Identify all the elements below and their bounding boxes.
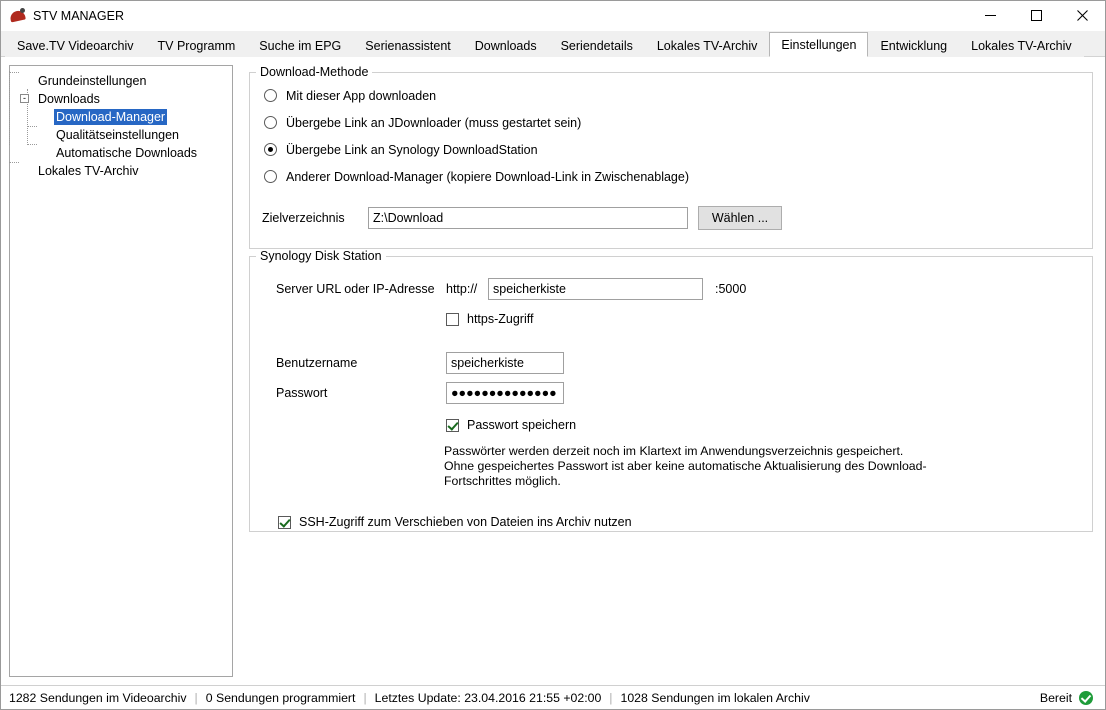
status-ok-icon <box>1079 691 1093 705</box>
username-row <box>276 352 1092 374</box>
title-bar <box>1 1 1105 31</box>
target-directory-input[interactable]: Z:\Download <box>368 207 688 229</box>
browse-button[interactable]: Wählen ... <box>698 206 782 230</box>
tab-lokales-tv-archiv[interactable]: Lokales TV-Archiv <box>645 34 770 57</box>
status-separator: | <box>363 690 367 705</box>
tab-lokales-tv-archiv-2[interactable]: Lokales TV-Archiv <box>959 34 1084 57</box>
checkbox-icon[interactable] <box>446 313 459 326</box>
tree-item-qualitaetseinstellungen[interactable] <box>16 126 228 144</box>
radio-row-app-download[interactable] <box>264 85 1092 106</box>
radio-row-synology[interactable] <box>264 139 1092 160</box>
tab-downloads[interactable]: Downloads <box>463 34 549 57</box>
status-ready-label: Bereit <box>1039 690 1072 705</box>
target-directory-row <box>262 206 1092 230</box>
radio-row-other-manager[interactable] <box>264 166 1092 187</box>
settings-pane <box>233 57 1105 685</box>
checkbox-icon-checked[interactable] <box>278 516 291 529</box>
download-method-group <box>249 65 1093 249</box>
maximize-button[interactable] <box>1013 1 1059 31</box>
radio-icon-selected[interactable] <box>264 143 277 156</box>
target-directory-label: Zielverzeichnis <box>262 211 345 225</box>
port-label: :5000 <box>715 282 747 296</box>
content-area <box>1 57 1105 685</box>
server-url-label: Server URL oder IP-Adresse <box>276 282 435 296</box>
radio-label: Übergebe Link an Synology DownloadStation <box>286 142 538 157</box>
status-separator: | <box>609 690 613 705</box>
tab-seriendetails[interactable]: Seriendetails <box>549 34 645 57</box>
tree-item-label: Grundeinstellungen <box>38 74 147 88</box>
tab-suche-im-epg[interactable]: Suche im EPG <box>247 34 353 57</box>
password-hint-line-1: Passwörter werden derzeit noch im Klartext im Anwendungsverzeichnis gespeichert. <box>444 444 904 458</box>
tab-tv-programm[interactable]: TV Programm <box>146 34 248 57</box>
window-controls <box>967 1 1105 31</box>
tree-item-downloads[interactable] <box>16 90 228 108</box>
https-access-row[interactable] <box>446 309 1092 329</box>
password-row <box>276 382 1092 404</box>
save-password-row[interactable] <box>446 415 1092 435</box>
status-bar <box>1 685 1105 709</box>
radio-row-jdownloader[interactable] <box>264 112 1092 133</box>
radio-label: Übergebe Link an JDownloader (muss gestartet sein) <box>286 115 582 130</box>
radio-label: Mit dieser App downloaden <box>286 88 437 103</box>
synology-legend: Synology Disk Station <box>260 249 382 263</box>
tab-einstellungen[interactable]: Einstellungen <box>769 32 868 57</box>
collapse-expander-icon[interactable]: - <box>20 94 29 103</box>
username-input[interactable]: speicherkiste <box>446 352 564 374</box>
main-tab-strip <box>1 31 1105 57</box>
status-last-update: Letztes Update: 23.04.2016 21:55 +02:00 <box>374 690 602 705</box>
save-password-label: Passwort speichern <box>467 418 577 432</box>
ssh-access-row[interactable] <box>278 512 1092 532</box>
radio-icon[interactable] <box>264 89 277 102</box>
tree-item-automatische-downloads[interactable] <box>16 144 228 162</box>
radio-icon[interactable] <box>264 116 277 129</box>
status-separator: | <box>194 690 198 705</box>
username-label: Benutzername <box>276 356 358 370</box>
scheme-label: http:// <box>446 282 478 296</box>
server-url-input[interactable]: speicherkiste <box>488 278 703 300</box>
https-access-label: https-Zugriff <box>467 312 534 326</box>
tab-save-tv-videoarchiv[interactable]: Save.TV Videoarchiv <box>5 34 146 57</box>
tree-item-label: Downloads <box>38 92 100 106</box>
satellite-dish-icon <box>10 8 26 24</box>
tree-item-label: Qualitätseinstellungen <box>56 128 179 142</box>
status-programmed-count: 0 Sendungen programmiert <box>205 690 356 705</box>
password-hint-line-2: Ohne gespeichertes Passwort ist aber keine automatische Aktualisierung des Download- <box>444 459 927 473</box>
radio-label: Anderer Download-Manager (kopiere Download-Link in Zwischenablage) <box>286 169 689 184</box>
tree-item-label: Lokales TV-Archiv <box>38 164 139 178</box>
tab-entwicklung[interactable]: Entwicklung <box>868 34 959 57</box>
window-title: STV MANAGER <box>33 8 124 23</box>
synology-disk-station-group <box>249 249 1093 532</box>
download-method-legend: Download-Methode <box>260 65 369 79</box>
settings-tree[interactable] <box>9 65 233 677</box>
password-hint-line-3: Fortschrittes möglich. <box>444 474 561 488</box>
tree-item-download-manager[interactable] <box>16 108 228 126</box>
password-hint <box>444 444 1092 489</box>
tree-connector <box>9 71 10 145</box>
checkbox-icon-checked[interactable] <box>446 419 459 432</box>
tree-item-lokales-tv-archiv[interactable] <box>16 162 228 180</box>
minimize-button[interactable] <box>967 1 1013 31</box>
tree-item-label: Automatische Downloads <box>56 146 198 160</box>
status-local-archive-count: 1028 Sendungen im lokalen Archiv <box>620 690 810 705</box>
tree-item-label: Download-Manager <box>56 110 166 124</box>
status-archive-count: 1282 Sendungen im Videoarchiv <box>9 690 187 705</box>
tab-serienassistent[interactable]: Serienassistent <box>353 34 462 57</box>
password-input[interactable]: ●●●●●●●●●●●●●● <box>446 382 564 404</box>
tree-item-grundeinstellungen[interactable] <box>16 72 228 90</box>
password-label: Passwort <box>276 386 328 400</box>
server-url-row <box>276 278 1092 300</box>
ssh-access-label: SSH-Zugriff zum Verschieben von Dateien ins Archiv nutzen <box>299 515 632 529</box>
close-button[interactable] <box>1059 1 1105 31</box>
radio-icon[interactable] <box>264 170 277 183</box>
